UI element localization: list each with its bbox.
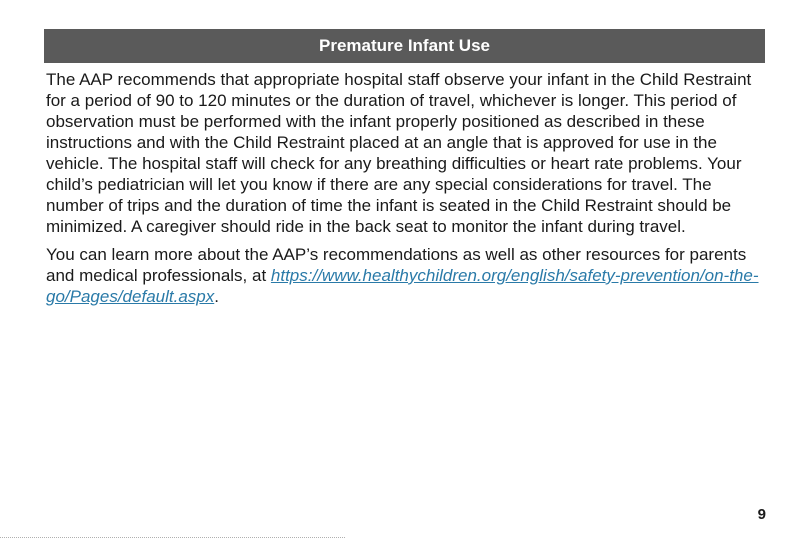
paragraph-observation: The AAP recommends that appropriate hospital staff observe your infant in the Child Restraint for a period of 90 to 120 minutes or the duration of travel, whichever is longer. This period of observation must be performed with the infant properly positioned as described in these instructions and with the Child Restraint placed at an angle that is approved for use in the vehicle. The hospital staff will check for any breathing difficulties or heart rate problems. Your child’s pediatrician will let you know if there are any special considerations for travel. The number of trips and the duration of time the infant is seated in the Child Restraint should be minimized. A caregiver should ride in the back seat to monitor the infant during travel. xyxy=(46,70,752,236)
paragraph-resources-end: . xyxy=(214,287,219,306)
page-number: 9 xyxy=(757,506,766,523)
section-title: Premature Infant Use xyxy=(319,36,490,55)
section-header-banner xyxy=(44,29,765,63)
aap-resources-link[interactable]: https://www.healthychildren.org/english/safety-prevention/on-the-go/Pages/default.aspx xyxy=(46,266,759,306)
paragraph-resources-text: You can learn more about the AAP’s recommendations as well as other resources for parents and medical professionals, at xyxy=(46,245,747,285)
paragraph-resources xyxy=(46,244,762,307)
document-body xyxy=(46,69,762,314)
